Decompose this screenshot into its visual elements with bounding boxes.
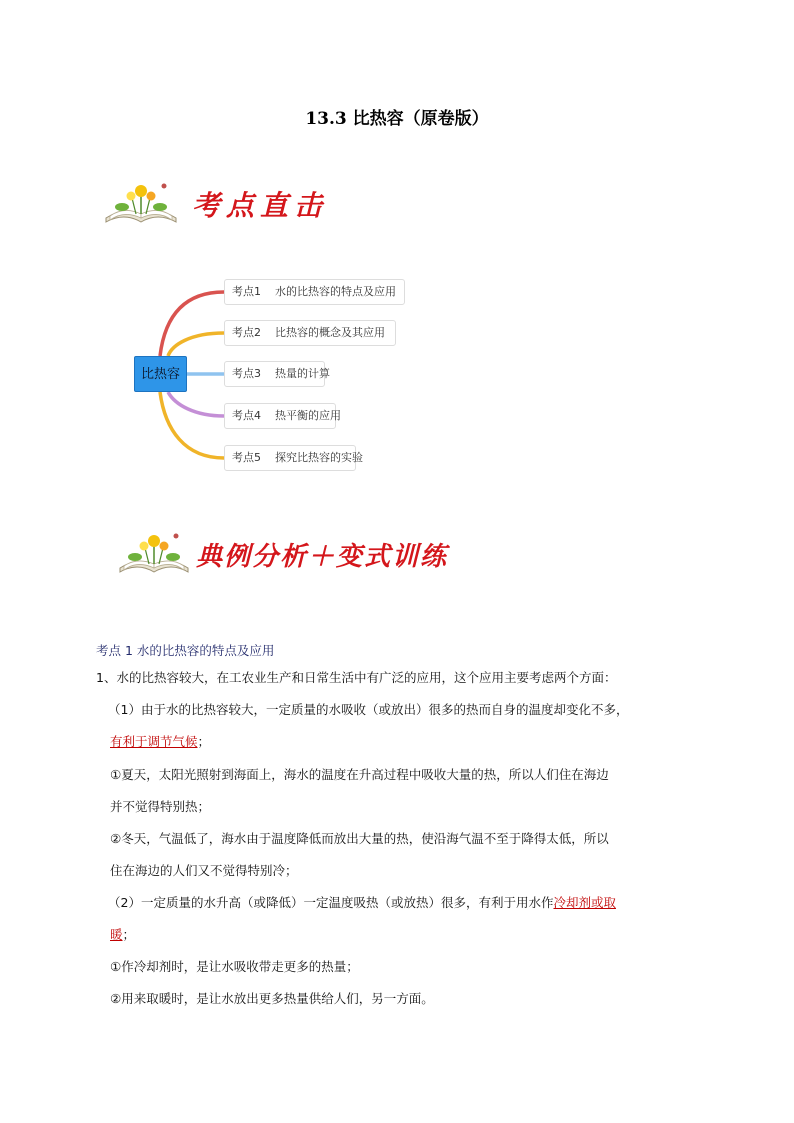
kaodian-subheading: 考点 1 水的比热容的特点及应用 (96, 643, 275, 658)
answer-underline: 冷却剂或取 (553, 895, 616, 910)
mindmap-node-5: 考点5 探究比热容的实验 (224, 445, 356, 471)
mindmap-node-1: 考点1 水的比热容的特点及应用 (224, 279, 405, 305)
mindmap-node-2: 考点2 比热容的概念及其应用 (224, 320, 396, 346)
paragraph-6: ②用来取暖时，是让水放出更多热量供给人们，另一方面。 (110, 991, 434, 1006)
answer-underline: 暖 (110, 927, 123, 942)
mindmap-node-4: 考点4 热平衡的应用 (224, 403, 336, 429)
paragraph-2-continued: 并不觉得特别热； (110, 799, 211, 814)
paragraph-5: ①作冷却剂时，是让水吸收带走更多的热量； (110, 959, 359, 974)
paragraph-1-continued: 有利于调节气候； (110, 734, 211, 749)
open-book-flowers-icon (116, 528, 192, 574)
section-heading-kaodian: 考点直击 (192, 189, 329, 222)
paragraph-3: ②冬天，气温低了，海水由于温度降低而放出大量的热，使沿海气温不至于降得太低，所以 (110, 831, 609, 846)
question-1: 1、水的比热容较大，在工农业生产和日常生活中有广泛的应用，这个应用主要考虑两个方面： (96, 670, 617, 685)
section-heading-dianli: 典例分析＋变式训练 (196, 542, 449, 572)
paragraph-4-continued: 暖； (110, 927, 136, 942)
mindmap-node-3: 考点3 热量的计算 (224, 361, 325, 387)
paragraph-3-continued: 住在海边的人们又不觉得特别冷； (110, 863, 298, 878)
mindmap-root-node: 比热容 (134, 356, 187, 392)
paragraph-1: （1）由于水的比热容较大，一定质量的水吸收（或放出）很多的热而自身的温度却变化不多， (108, 702, 629, 717)
answer-underline: 有利于调节气候 (110, 734, 198, 749)
paragraph-2: ①夏天，太阳光照射到海面上，海水的温度在升高过程中吸收大量的热，所以人们住在海边 (110, 767, 609, 782)
paragraph-4: （2）一定质量的水升高（或降低）一定温度吸热（或放热）很多，有利于用水作冷却剂或取 (108, 895, 616, 910)
page-title: 13.3 比热容（原卷版） (305, 109, 489, 129)
